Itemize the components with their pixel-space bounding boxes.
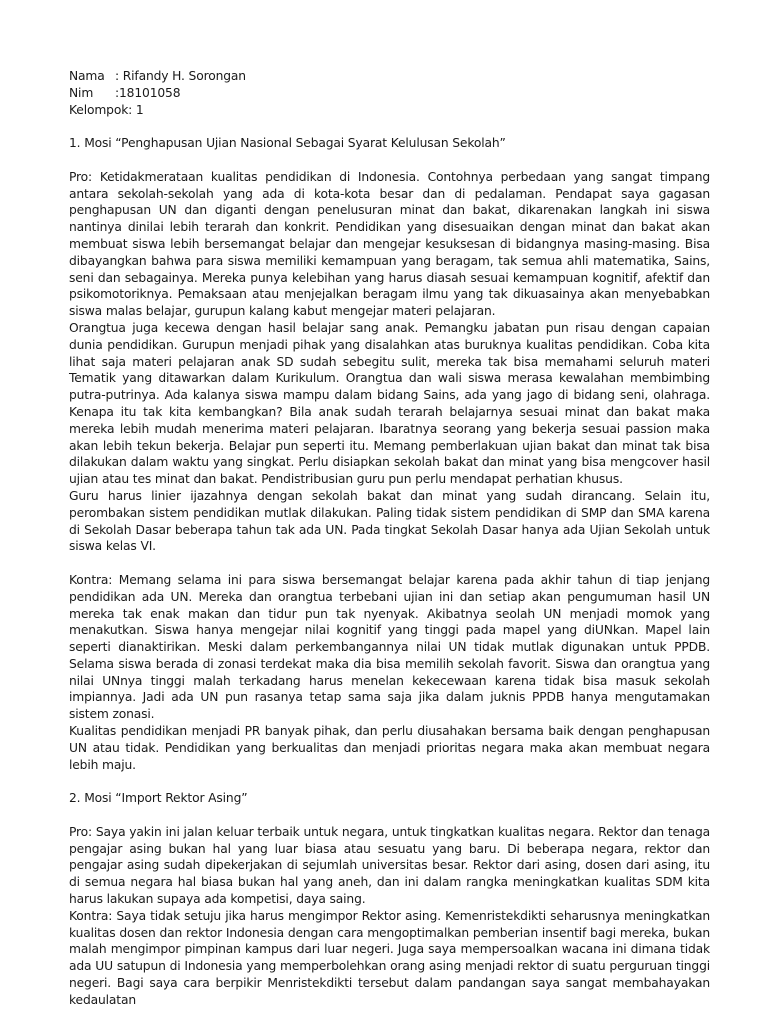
nim-row xyxy=(69,85,710,102)
motion-1-title: 1. Mosi “Penghapusan Ujian Nasional Sebagai Syarat Kelulusan Sekolah” xyxy=(69,136,506,151)
name-label: Nama xyxy=(69,69,105,83)
motion-1-pro-paragraph: Guru harus linier ijazahnya dengan sekolah bakat dan minat yang sudah dirancang. Selain itu, perombakan sistem pendidikan mutlak dilakukan. Paling tidak sistem pendidikan di SMP dan SMA karena di Sekolah Dasar beberapa tahun tak ada UN. Pada tingkat Sekolah Dasar hanya ada Ujian Sekolah untuk siswa kelas VI. xyxy=(69,488,710,554)
motion-1-kontra-paragraph: Kualitas pendidikan menjadi PR banyak pihak, dan perlu diusahakan bersama baik dengan penghapusan UN atau tidak. Pendidikan yang berkualitas dan menjadi prioritas negara maka akan membuat negara lebih maju. xyxy=(69,724,710,772)
motion-2-pro-paragraph: Pro: Saya yakin ini jalan keluar terbaik untuk negara, untuk tingkatkan kualitas negara. Rektor dan tenaga pengajar asing bukan hal yang luar biasa atau sesuatu yang baru. Di beberapa negara, rektor dan pengajar asing sudah dipekerjakan di sejumlah universitas besar. Rektor dari asing, dosen dari asing, itu di semua negara hal biasa bukan hal yang aneh, dan ini dalam rangka meningkatkan kualitas SDM kita harus lakukan supaya ada kompetisi, daya saing. xyxy=(69,824,710,907)
spacer xyxy=(69,118,710,135)
name-value: : Rifandy H. Sorongan xyxy=(115,69,246,83)
nim-label: Nim xyxy=(69,85,94,100)
group-row: Kelompok: 1 xyxy=(69,102,144,117)
spacer xyxy=(69,773,710,790)
name-row xyxy=(69,68,710,85)
motion-1-pro-paragraph: Orangtua juga kecewa dengan hasil belajar sang anak. Pemangku jabatan pun risau dengan capaian dunia pendidikan. Gurupun menjadi pihak yang disalahkan atas buruknya kualitas pendidikan. Coba kita lihat saja materi pelajaran anak SD sudah sebegitu sulit, mereka tak bisa memahami seluruh materi Tematik yang ditawarkan dalam Kurikulum. Orangtua dan wali siswa merasa kewalahan membimbing putra-putrinya. Ada kalanya siswa mampu dalam bidang Sains, ada yang jago di bidang seni, olahraga. Kenapa itu tak kita kembangkan? Bila anak sudah terarah belajarnya sesuai minat dan bakat maka mereka lebih mudah menerima materi pelajaran. Ibaratnya seorang yang bekerja sesuai passion maka akan lebih tekun bekerja. Belajar pun seperti itu. Memang pemberlakuan ujian bakat dan minat tak bisa dilakukan dalam waktu yang singkat. Perlu disiapkan sekolah bakat dan minat yang bisa mengcover hasil ujian atau tes minat dan bakat. Pendistribusian guru pun perlu mendapat perhatian khusus. xyxy=(69,320,710,487)
spacer xyxy=(69,555,710,572)
nim-value: :18101058 xyxy=(115,85,181,100)
spacer xyxy=(69,152,710,169)
motion-1-kontra-paragraph: Kontra: Memang selama ini para siswa bersemangat belajar karena pada akhir tahun di tiap jenjang pendidikan ada UN. Mereka dan orangtua terbebani ujian ini dan setiap akan pengumuman hasil UN mereka tak enak makan dan tidur pun tak nyenyak. Akibatnya seolah UN menjadi momok yang menakutkan. Siswa hanya mengejar nilai kognitif yang tinggi pada mapel yang diUNkan. Mapel lain seperti dianaktirikan. Meski dalam perkembangannya nilai UN tidak mutlak digunakan untuk PPDB. Selama siswa berada di zonasi terdekat maka dia bisa memilih sekolah favorit. Siswa dan orangtua yang nilai UNnya tinggi malah terkadang harus menelan kekecewaan karena tidak bisa masuk sekolah impiannya. Jadi ada UN pun rasanya tetap sama saja jika dalam juknis PPDB hanya mengutamakan sistem zonasi. xyxy=(69,572,710,722)
motion-2-kontra-paragraph: Kontra: Saya tidak setuju jika harus mengimpor Rektor asing. Kemenristekdikti seharusnya meningkatkan kualitas dosen dan rektor Indonesia dengan cara mengoptimalkan pemberian insentif bagi mereka, bukan malah mengimpor pimpinan kampus dari luar negeri. Juga saya mempersoalkan wacana ini dimana tidak ada UU satupun di Indonesia yang memperbolehkan orang asing menjadi rektor di suatu perguruan tinggi negeri. Bagi saya cara berpikir Menristekdikti tersebut dalam pandangan saya sangat membahayakan kedaulatan xyxy=(69,908,710,1007)
motion-2-title: 2. Mosi “Import Rektor Asing” xyxy=(69,791,248,806)
motion-1-pro-paragraph: Pro: Ketidakmerataan kualitas pendidikan di Indonesia. Contohnya perbedaan yang sangat timpang antara sekolah-sekolah yang ada di kota-kota besar dan di pedalaman. Pendapat saya gagasan penghapusan UN dan diganti dengan penelusuran minat dan bakat, dikarenakan langkah ini siswa nantinya dinilai lebih terarah dan konkrit. Pendidikan yang disesuaikan dengan minat dan bakat akan membuat siswa lebih bersemangat belajar dan mengejar kesuksesan di bidangnya masing-masing. Bisa dibayangkan bahwa para siswa memiliki kemampuan yang beragam, tak semua ahli matematika, Sains, seni dan sebagainya. Mereka punya kelebihan yang harus diasah sesuai kemampuan kognitif, afektif dan psikomotoriknya. Pemaksaan atau menjejalkan beragam ilmu yang tak dikuasainya akan menyebabkan siswa malas belajar, gurupun kalang kabut mengejar materi pelajaran. xyxy=(69,169,710,319)
spacer xyxy=(69,807,710,824)
